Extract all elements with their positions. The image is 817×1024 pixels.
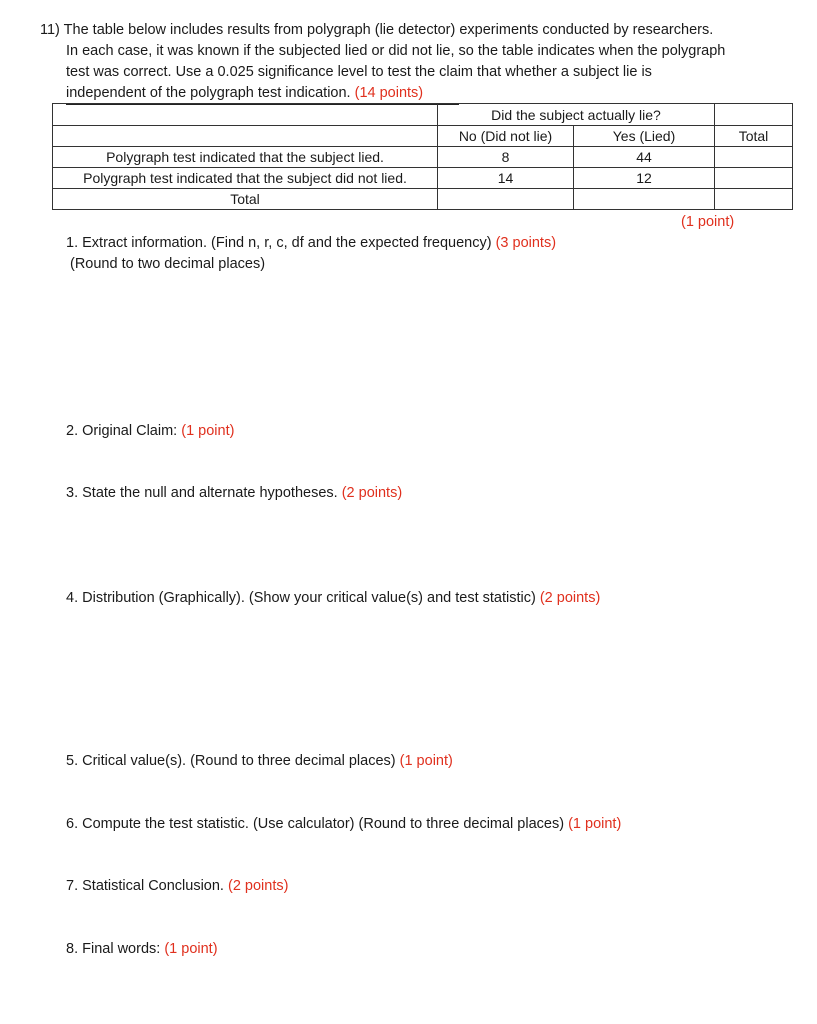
question-6-text: 6. Compute the test statistic. (Use calculator) (Round to three decimal places) (66, 816, 565, 832)
table-corner-cell (53, 104, 438, 126)
question-6-points: (1 point) (568, 816, 622, 832)
question-3-points: (2 points) (341, 485, 403, 501)
question-2-text: 2. Original Claim: (66, 423, 178, 439)
cell-no: 8 (438, 147, 574, 168)
question-7-text: 7. Statistical Conclusion. (66, 878, 224, 894)
question-1-text: 1. Extract information. (Find n, r, c, df and the expected frequency) (66, 235, 492, 251)
problem-intro (40, 20, 800, 105)
question-1 (66, 235, 556, 251)
table-row (53, 189, 793, 210)
table-header-row-1 (53, 104, 793, 126)
table-corner-cell-2 (53, 126, 438, 147)
question-2-points: (1 point) (181, 423, 235, 439)
cell-no (438, 189, 574, 210)
contingency-table (52, 103, 793, 210)
question-7 (66, 878, 288, 894)
question-8-text: 8. Final words: (66, 941, 161, 957)
col-header-yes: Yes (Lied) (574, 126, 715, 147)
question-7-points: (2 points) (228, 878, 289, 894)
question-4-text: 4. Distribution (Graphically). (Show your critical value(s) and test statistic) (66, 590, 536, 606)
question-8-points: (1 point) (164, 941, 218, 957)
table-row (53, 168, 793, 189)
intro-line-3: test was correct. Use a 0.025 significance level to test the claim that whether a subject lie is (66, 64, 652, 80)
intro-line-4 (40, 83, 800, 105)
question-5 (66, 753, 453, 769)
question-4 (66, 590, 600, 606)
question-1-points: (3 points) (495, 235, 557, 251)
table-row (53, 147, 793, 168)
question-3-text: 3. State the null and alternate hypotheses. (66, 485, 338, 501)
question-2 (66, 423, 234, 439)
cell-yes: 44 (574, 147, 715, 168)
col-header-total: Total (715, 126, 793, 147)
cell-no: 14 (438, 168, 574, 189)
row-label: Polygraph test indicated that the subject did not lied. (53, 168, 438, 189)
question-1-sub: (Round to two decimal places) (70, 256, 266, 272)
row-label: Polygraph test indicated that the subject lied. (53, 147, 438, 168)
intro-line-2: In each case, it was known if the subjected lied or did not lie, so the table indicates when the polygraph (66, 43, 726, 59)
question-3 (66, 485, 402, 501)
table-header-row-2 (53, 126, 793, 147)
intro-line-4-text: independent of the polygraph test indication. (66, 85, 351, 101)
cell-yes (574, 189, 715, 210)
cell-total (715, 189, 793, 210)
cell-total (715, 147, 793, 168)
row-label: Total (53, 189, 438, 210)
question-5-points: (1 point) (399, 753, 453, 769)
table-header-empty (715, 104, 793, 126)
question-4-points: (2 points) (539, 590, 601, 606)
question-5-text: 5. Critical value(s). (Round to three decimal places) (66, 753, 396, 769)
question-8 (66, 941, 218, 957)
cell-yes: 12 (574, 168, 715, 189)
intro-line-1: 11) The table below includes results from polygraph (lie detector) experiments conducted by researchers. (40, 22, 714, 38)
table-header-group: Did the subject actually lie? (438, 104, 715, 126)
col-header-no: No (Did not lie) (438, 126, 574, 147)
table-points: (1 point) (681, 214, 735, 230)
question-6 (66, 816, 621, 832)
intro-points: (14 points) (354, 85, 424, 101)
cell-total (715, 168, 793, 189)
